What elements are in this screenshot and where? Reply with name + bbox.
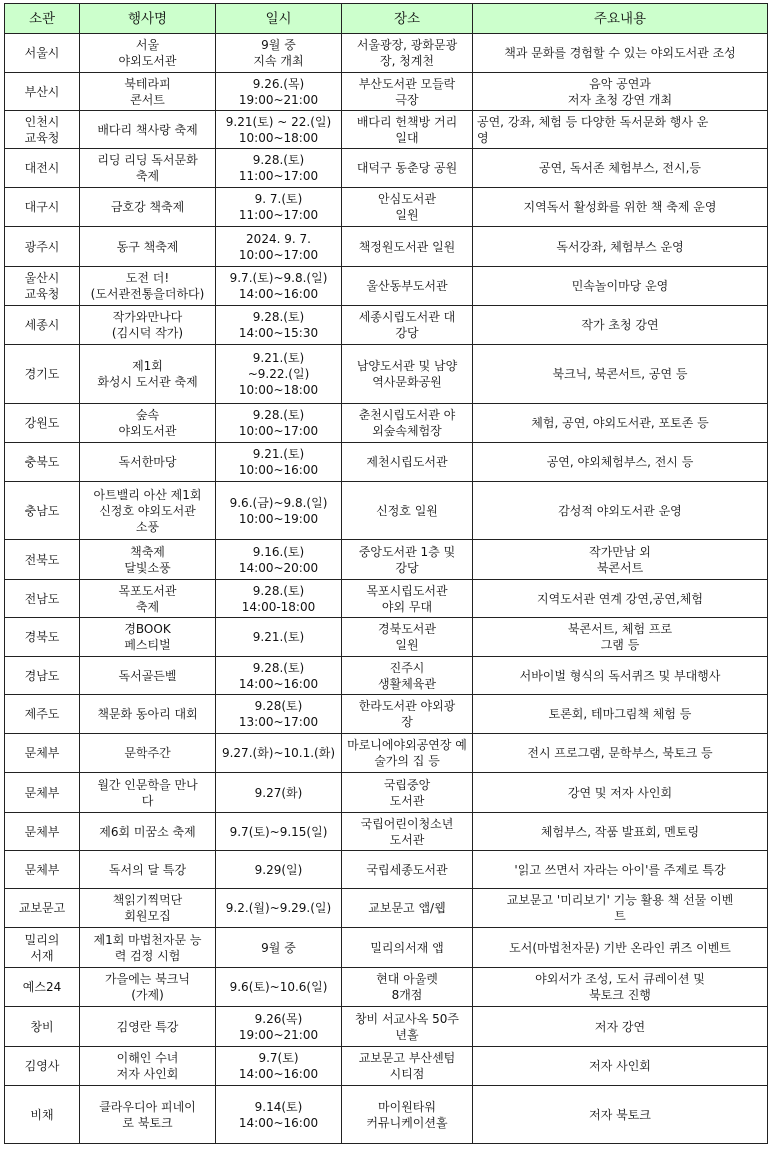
cell-agency: 교보문고 <box>5 889 80 928</box>
cell-content: 공연, 강좌, 체험 등 다양한 독서문화 행사 운 영 <box>473 111 768 149</box>
cell-date: 9.26(목) 19:00~21:00 <box>216 1007 342 1047</box>
cell-event: 독서한마당 <box>80 443 216 482</box>
cell-agency: 제주도 <box>5 695 80 734</box>
cell-place: 교보문고 부산센텀 시티점 <box>342 1047 473 1086</box>
cell-date: 9월 중 지속 개최 <box>216 34 342 73</box>
cell-place: 목포시립도서관 야외 무대 <box>342 580 473 618</box>
cell-agency: 경북도 <box>5 618 80 657</box>
cell-date: 9.7.(토)~9.8.(일) 14:00~16:00 <box>216 267 342 306</box>
cell-date: 9.7(토)~9.15(일) <box>216 813 342 851</box>
cell-content: 체험, 공연, 야외도서관, 포토존 등 <box>473 404 768 443</box>
cell-date: 9.2.(월)~9.29.(일) <box>216 889 342 928</box>
cell-date: 9.21(토) ~ 22.(일) 10:00~18:00 <box>216 111 342 149</box>
cell-date: 9.6.(금)~9.8.(일) 10:00~19:00 <box>216 482 342 540</box>
cell-place: 책정원도서관 일원 <box>342 227 473 267</box>
cell-date: 9.26.(목) 19:00~21:00 <box>216 73 342 111</box>
cell-event: 문학주간 <box>80 734 216 773</box>
cell-date: 9. 7.(토) 11:00~17:00 <box>216 188 342 227</box>
cell-content: 감성적 야외도서관 운영 <box>473 482 768 540</box>
table-row <box>5 928 768 968</box>
cell-event: 도전 더! (도서관전통을더하다) <box>80 267 216 306</box>
cell-place: 현대 아울렛 8개점 <box>342 968 473 1007</box>
cell-date: 9.28.(토) 10:00~17:00 <box>216 404 342 443</box>
cell-date: 9.16.(토) 14:00~20:00 <box>216 540 342 580</box>
cell-place: 국립어린이청소년 도서관 <box>342 813 473 851</box>
cell-agency: 충남도 <box>5 482 80 540</box>
cell-event: 가을에는 북크닉 (가제) <box>80 968 216 1007</box>
cell-date: 9.28.(토) 11:00~17:00 <box>216 149 342 188</box>
cell-agency: 강원도 <box>5 404 80 443</box>
cell-place: 마이원타워 커뮤니케이션홀 <box>342 1086 473 1144</box>
table-row <box>5 968 768 1007</box>
table-row <box>5 73 768 111</box>
cell-content: 공연, 야외체험부스, 전시 등 <box>473 443 768 482</box>
cell-place: 서울광장, 광화문광 장, 청계천 <box>342 34 473 73</box>
table-row <box>5 813 768 851</box>
header-event: 행사명 <box>80 4 216 34</box>
cell-content: 서바이벌 형식의 독서퀴즈 및 부대행사 <box>473 657 768 695</box>
cell-event: 독서골든벨 <box>80 657 216 695</box>
cell-event: 금호강 책축제 <box>80 188 216 227</box>
cell-content: 체험부스, 작품 발표회, 멘토링 <box>473 813 768 851</box>
table-row <box>5 188 768 227</box>
cell-date: 9.21.(토) 10:00~16:00 <box>216 443 342 482</box>
cell-content: 지역도서관 연계 강연,공연,체험 <box>473 580 768 618</box>
cell-date: 9.28(토) 13:00~17:00 <box>216 695 342 734</box>
cell-content: 북콘서트, 체험 프로 그램 등 <box>473 618 768 657</box>
table-row <box>5 851 768 889</box>
cell-place: 부산도서관 모들락 극장 <box>342 73 473 111</box>
cell-agency: 문체부 <box>5 813 80 851</box>
cell-place: 신정호 일원 <box>342 482 473 540</box>
cell-date: 9.27.(화)~10.1.(화) <box>216 734 342 773</box>
table-row <box>5 482 768 540</box>
cell-place: 배다리 헌책방 거리 일대 <box>342 111 473 149</box>
cell-event: 작가와만나다 (김시덕 작가) <box>80 306 216 345</box>
table-row <box>5 404 768 443</box>
cell-date: 9.28.(토) 14:00~15:30 <box>216 306 342 345</box>
cell-date: 9.29(일) <box>216 851 342 889</box>
table-row <box>5 889 768 928</box>
cell-event: 김영란 특강 <box>80 1007 216 1047</box>
cell-place: 교보문고 앱/웹 <box>342 889 473 928</box>
table-row <box>5 443 768 482</box>
cell-date: 9.7(토) 14:00~16:00 <box>216 1047 342 1086</box>
cell-agency: 창비 <box>5 1007 80 1047</box>
table-row <box>5 734 768 773</box>
header-agency: 소관 <box>5 4 80 34</box>
header-content: 주요내용 <box>473 4 768 34</box>
cell-content: 독서강좌, 체험부스 운영 <box>473 227 768 267</box>
table-row <box>5 306 768 345</box>
cell-event: 월간 인문학을 만나 다 <box>80 773 216 813</box>
cell-event: 아트밸리 아산 제1회 신정호 야외도서관 소풍 <box>80 482 216 540</box>
cell-event: 책문화 동아리 대회 <box>80 695 216 734</box>
cell-agency: 문체부 <box>5 773 80 813</box>
table-row <box>5 695 768 734</box>
cell-agency: 문체부 <box>5 851 80 889</box>
cell-date: 9월 중 <box>216 928 342 968</box>
cell-agency: 세종시 <box>5 306 80 345</box>
table-row <box>5 34 768 73</box>
cell-event: 책읽기찍먹단 회원모집 <box>80 889 216 928</box>
cell-content: 민속놀이마당 운영 <box>473 267 768 306</box>
cell-date: 9.21.(토) <box>216 618 342 657</box>
cell-event: 제1회 마법천자문 능 력 검정 시험 <box>80 928 216 968</box>
cell-event: 제6회 미꿈소 축제 <box>80 813 216 851</box>
cell-date: 9.27(화) <box>216 773 342 813</box>
cell-agency: 예스24 <box>5 968 80 1007</box>
cell-place: 마로니에야외공연장 예 술가의 집 등 <box>342 734 473 773</box>
table-row <box>5 618 768 657</box>
table-row <box>5 773 768 813</box>
cell-content: 저자 강연 <box>473 1007 768 1047</box>
table-row <box>5 345 768 404</box>
cell-content: 작가 초청 강연 <box>473 306 768 345</box>
cell-content: 음악 공연과 저자 초청 강연 개최 <box>473 73 768 111</box>
cell-content: 전시 프로그램, 문학부스, 북토크 등 <box>473 734 768 773</box>
cell-agency: 경기도 <box>5 345 80 404</box>
cell-agency: 전북도 <box>5 540 80 580</box>
cell-content: 책과 문화를 경험할 수 있는 야외도서관 조성 <box>473 34 768 73</box>
table-row <box>5 267 768 306</box>
table-row <box>5 657 768 695</box>
cell-event: 경BOOK 페스티벌 <box>80 618 216 657</box>
cell-agency: 경남도 <box>5 657 80 695</box>
table-row <box>5 1047 768 1086</box>
cell-agency: 인천시 교육청 <box>5 111 80 149</box>
cell-event: 배다리 책사랑 축제 <box>80 111 216 149</box>
cell-agency: 문체부 <box>5 734 80 773</box>
cell-content: 저자 사인회 <box>473 1047 768 1086</box>
cell-agency: 서울시 <box>5 34 80 73</box>
cell-place: 제천시립도서관 <box>342 443 473 482</box>
table-row <box>5 1086 768 1144</box>
cell-event: 이해인 수녀 저자 사인회 <box>80 1047 216 1086</box>
cell-agency: 대전시 <box>5 149 80 188</box>
header-place: 장소 <box>342 4 473 34</box>
table-row <box>5 227 768 267</box>
table-row <box>5 1007 768 1047</box>
cell-place: 울산동부도서관 <box>342 267 473 306</box>
event-table-container <box>4 3 768 1144</box>
cell-agency: 전남도 <box>5 580 80 618</box>
cell-content: 교보문고 '미리보기' 기능 활용 책 선물 이벤 트 <box>473 889 768 928</box>
table-body <box>5 34 768 1144</box>
cell-event: 제1회 화성시 도서관 축제 <box>80 345 216 404</box>
cell-content: 북크닉, 북콘서트, 공연 등 <box>473 345 768 404</box>
cell-event: 책축제 달빛소풍 <box>80 540 216 580</box>
cell-place: 중앙도서관 1층 및 강당 <box>342 540 473 580</box>
table-row <box>5 580 768 618</box>
cell-date: 9.21.(토) ~9.22.(일) 10:00~18:00 <box>216 345 342 404</box>
cell-agency: 대구시 <box>5 188 80 227</box>
cell-place: 세종시립도서관 대 강당 <box>342 306 473 345</box>
cell-agency: 밀리의 서재 <box>5 928 80 968</box>
cell-agency: 부산시 <box>5 73 80 111</box>
cell-place: 창비 서교사옥 50주 년홀 <box>342 1007 473 1047</box>
cell-agency: 광주시 <box>5 227 80 267</box>
cell-place: 남양도서관 및 남양 역사문화공원 <box>342 345 473 404</box>
cell-content: 작가만남 외 북콘서트 <box>473 540 768 580</box>
cell-place: 경북도서관 일원 <box>342 618 473 657</box>
table-row <box>5 111 768 149</box>
cell-event: 클라우디아 피네이 로 북토크 <box>80 1086 216 1144</box>
cell-date: 9.28.(토) 14:00~16:00 <box>216 657 342 695</box>
cell-content: 강연 및 저자 사인회 <box>473 773 768 813</box>
cell-content: 도서(마법천자문) 기반 온라인 퀴즈 이벤트 <box>473 928 768 968</box>
cell-date: 2024. 9. 7. 10:00~17:00 <box>216 227 342 267</box>
cell-place: 진주시 생활체육관 <box>342 657 473 695</box>
cell-place: 춘천시립도서관 야 외숲속체험장 <box>342 404 473 443</box>
cell-content: 공연, 독서존 체험부스, 전시,등 <box>473 149 768 188</box>
cell-place: 대덕구 동춘당 공원 <box>342 149 473 188</box>
cell-content: 야외서가 조성, 도서 큐레이션 및 북토크 진행 <box>473 968 768 1007</box>
cell-content: 토론회, 테마그림책 체험 등 <box>473 695 768 734</box>
table-header-row <box>5 4 768 34</box>
cell-date: 9.6(토)~10.6(일) <box>216 968 342 1007</box>
cell-place: 안심도서관 일원 <box>342 188 473 227</box>
cell-event: 독서의 달 특강 <box>80 851 216 889</box>
table-row <box>5 149 768 188</box>
cell-agency: 충북도 <box>5 443 80 482</box>
cell-agency: 비채 <box>5 1086 80 1144</box>
cell-place: 밀리의서재 앱 <box>342 928 473 968</box>
table-row <box>5 540 768 580</box>
cell-agency: 김영사 <box>5 1047 80 1086</box>
cell-content: 지역독서 활성화를 위한 책 축제 운영 <box>473 188 768 227</box>
cell-event: 동구 책축제 <box>80 227 216 267</box>
cell-place: 국립중앙 도서관 <box>342 773 473 813</box>
cell-content: 저자 북토크 <box>473 1086 768 1144</box>
cell-date: 9.28.(토) 14:00-18:00 <box>216 580 342 618</box>
cell-place: 한라도서관 야외광 장 <box>342 695 473 734</box>
cell-event: 리딩 리딩 독서문화 축제 <box>80 149 216 188</box>
cell-event: 북테라피 콘서트 <box>80 73 216 111</box>
cell-agency: 울산시 교육청 <box>5 267 80 306</box>
cell-date: 9.14(토) 14:00~16:00 <box>216 1086 342 1144</box>
cell-event: 서울 야외도서관 <box>80 34 216 73</box>
cell-content: '읽고 쓰면서 자라는 아이'를 주제로 특강 <box>473 851 768 889</box>
cell-event: 목포도서관 축제 <box>80 580 216 618</box>
cell-event: 숲속 야외도서관 <box>80 404 216 443</box>
cell-place: 국립세종도서관 <box>342 851 473 889</box>
event-table <box>4 3 768 1144</box>
header-date: 일시 <box>216 4 342 34</box>
